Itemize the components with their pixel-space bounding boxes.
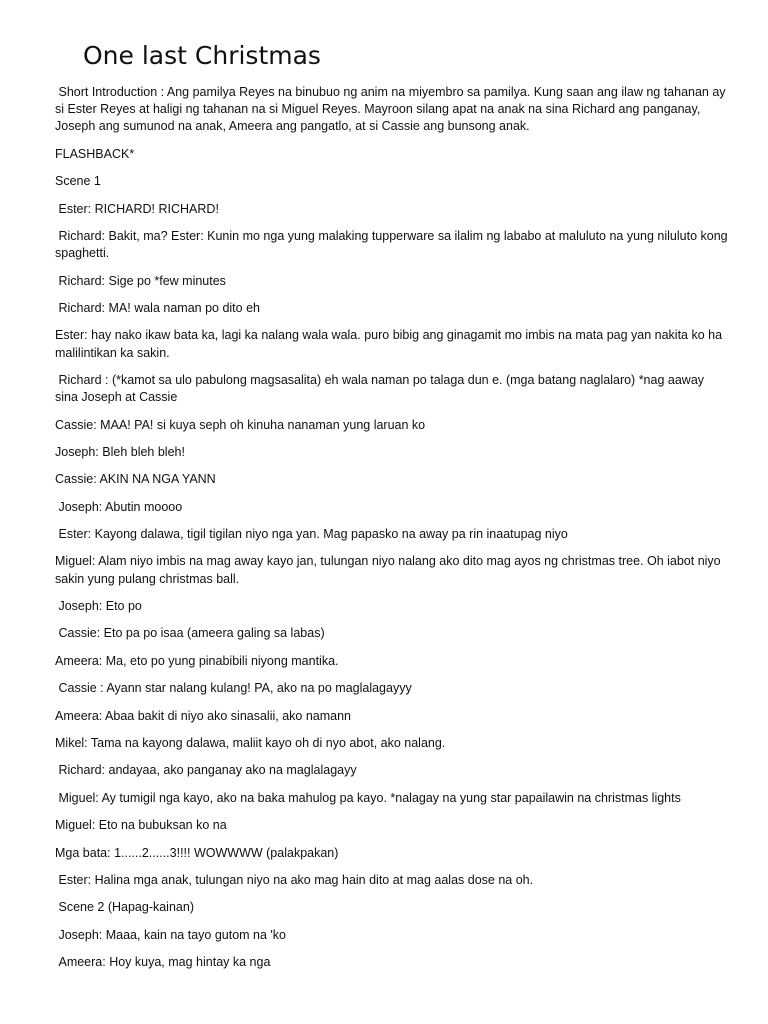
dialogue-line: Richard: Sige po *few minutes [55, 273, 226, 288]
dialogue-line: Miguel: Eto na bubuksan ko na [55, 818, 227, 833]
dialogue-line: Ameera: Abaa bakit di niyo ako sinasalii, ako namann [55, 708, 352, 723]
dialogue-line: Cassie: AKIN NA NGA YANN [55, 472, 216, 487]
dialogue-line: Joseph: Maaa, kain na tayo gutom na 'ko [55, 927, 287, 942]
dialogue-line: Richard: MA! wala naman po dito eh [55, 300, 260, 315]
dialogue-line: Richard: andayaa, ako panganay ako na maglalagayy [55, 763, 357, 778]
dialogue-line: Miguel: Alam niyo imbis na mag away kayo jan, tulungan niyo nalang ako dito mag ayos ng christmas tree. Oh iabot niyo sakin yung pulang christmas ball. [55, 554, 725, 586]
dialogue-line: Ester: hay nako ikaw bata ka, lagi ka nalang wala wala. puro bibig ang ginagamit mo imbis na mata pag yan nakita ko ha malilintikan ka sakin. [55, 328, 726, 360]
paragraph-flashback: FLASHBACK* [55, 146, 135, 161]
document-title: One last Christmas [83, 41, 321, 70]
document-body [55, 84, 730, 982]
dialogue-line: Miguel: Ay tumigil nga kayo, ako na baka mahulog pa kayo. *nalagay na yung star papailawin na christmas lights [55, 790, 681, 805]
dialogue-line: Joseph: Eto po [55, 599, 142, 614]
dialogue-line: Cassie : Ayann star nalang kulang! PA, ako na po maglalagayyy [55, 681, 412, 696]
dialogue-line: Cassie: Eto pa po isaa (ameera galing sa labas) [55, 626, 325, 641]
dialogue-line: Richard: Bakit, ma? Ester: Kunin mo nga yung malaking tupperware sa ilalim ng lababo at maluluto na yung niluluto kong spaghetti. [55, 228, 732, 261]
dialogue-line: Joseph: Bleh bleh bleh! [55, 444, 185, 459]
paragraph-scene-1: Scene 1 [55, 174, 101, 189]
paragraph-introduction: Short Introduction : Ang pamilya Reyes na binubuo ng anim na miyembro sa pamilya. Kung saan ang ilaw ng tahanan ay si Ester Reyes at haligi ng tahanan na si Miguel Reyes. Mayroon silang apat na anak na sina Richard ang panganay, Joseph ang sumunod na anak, Ameera ang pangatlo, at si Cassie ang bunsong anak. [55, 85, 730, 134]
dialogue-line: Mga bata: 1......2......3!!!! WOWWWW (palakpakan) [55, 845, 339, 860]
dialogue-line: Ameera: Hoy kuya, mag hintay ka nga [55, 955, 271, 970]
dialogue-line: Cassie: MAA! PA! si kuya seph oh kinuha nanaman yung laruan ko [55, 417, 426, 432]
dialogue-line: Joseph: Abutin moooo [55, 499, 183, 514]
dialogue-line: Ester: RICHARD! RICHARD! [55, 201, 219, 216]
dialogue-line: Ester: Kayong dalawa, tigil tigilan niyo nga yan. Mag papasko na away pa rin inaatupag niyo [55, 527, 568, 542]
paragraph-scene-2: Scene 2 (Hapag-kainan) [55, 900, 194, 915]
dialogue-line: Ester: Halina mga anak, tulungan niyo na ako mag hain dito at mag aalas dose na oh. [55, 872, 534, 887]
dialogue-line: Ameera: Ma, eto po yung pinabibili niyong mantika. [55, 653, 339, 668]
dialogue-line: Richard : (*kamot sa ulo pabulong magsasalita) eh wala naman po talaga dun e. (mga batang naglalaro) *nag aaway sina Joseph at Cassie [55, 372, 708, 405]
dialogue-line: Mikel: Tama na kayong dalawa, maliit kayo oh di nyo abot, ako nalang. [55, 736, 446, 751]
